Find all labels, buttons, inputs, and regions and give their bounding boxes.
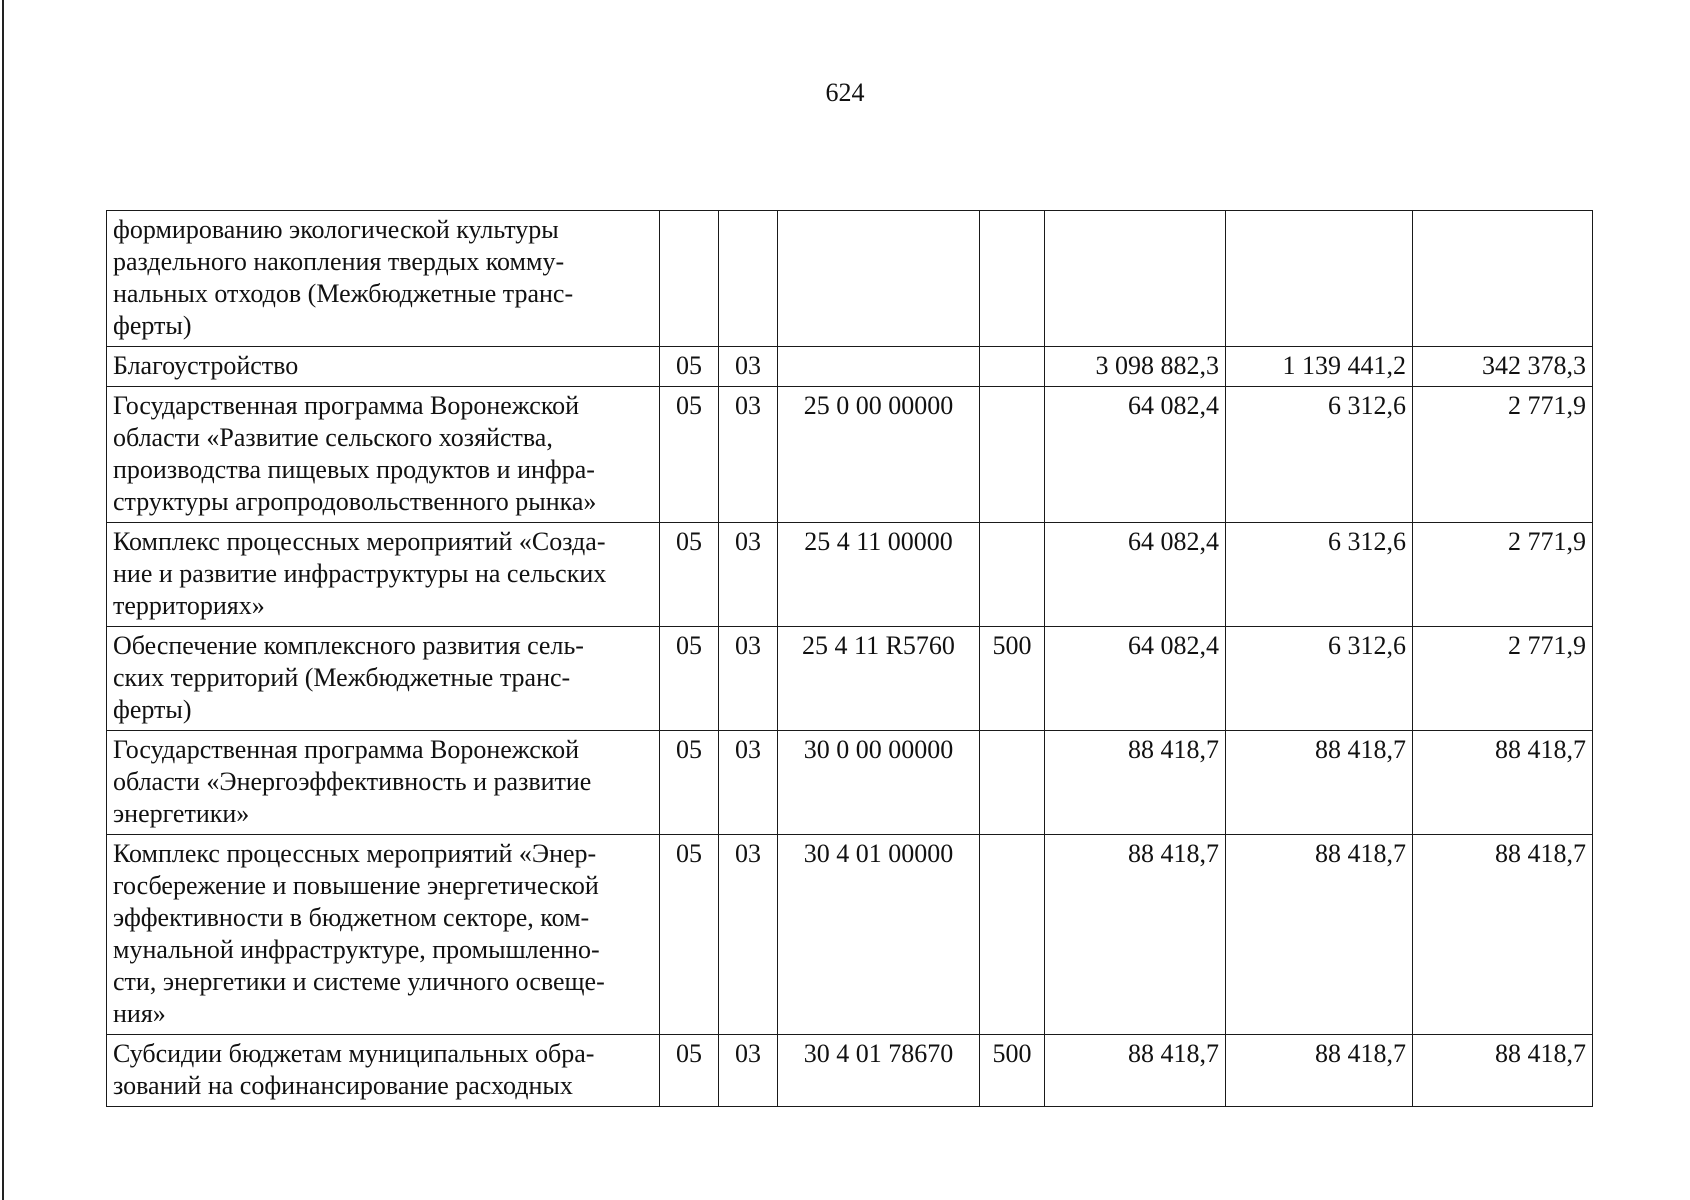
item-name-line: области «Развитие сельского хозяйства, [113, 423, 553, 452]
item-name-cell [107, 387, 660, 523]
item-name-line: ских территорий (Межбюджетные транс- [113, 663, 571, 692]
section-code-cell [660, 211, 719, 347]
target-article-cell [778, 347, 980, 387]
item-name-line: мунальной инфраструктуре, промышленно- [113, 935, 600, 964]
item-name-cell [107, 347, 660, 387]
amount-year-1-cell [1045, 211, 1226, 347]
amount-year-3-cell: 2 771,9 [1413, 523, 1593, 627]
item-name-line: зований на софинансирование расходных [113, 1071, 573, 1100]
table-row [107, 835, 1593, 1035]
item-name-cell [107, 835, 660, 1035]
item-name-line: ние и развитие инфраструктуры на сельских [113, 559, 607, 588]
amount-year-3-cell [1413, 211, 1593, 347]
item-name-cell [107, 627, 660, 731]
section-code-cell: 05 [660, 627, 719, 731]
item-name-cell [107, 731, 660, 835]
target-article-cell: 25 4 11 R5760 [778, 627, 980, 731]
section-code-cell: 05 [660, 835, 719, 1035]
amount-year-3-cell: 2 771,9 [1413, 387, 1593, 523]
subsection-code-cell: 03 [719, 523, 778, 627]
amount-year-2-cell: 6 312,6 [1226, 523, 1413, 627]
table-row [107, 731, 1593, 835]
table-row [107, 387, 1593, 523]
target-article-cell: 30 4 01 78670 [778, 1035, 980, 1107]
amount-year-3-cell: 2 771,9 [1413, 627, 1593, 731]
expense-type-cell: 500 [980, 627, 1045, 731]
subsection-code-cell: 03 [719, 627, 778, 731]
item-name-line: госбережение и повышение энергетической [113, 871, 599, 900]
amount-year-1-cell: 88 418,7 [1045, 1035, 1226, 1107]
amount-year-2-cell: 6 312,6 [1226, 387, 1413, 523]
section-code-cell: 05 [660, 1035, 719, 1107]
table-row [107, 627, 1593, 731]
expense-type-cell [980, 211, 1045, 347]
budget-table-body [107, 211, 1593, 1107]
item-name-line: структуры агропродовольственного рынка» [113, 487, 597, 516]
section-code-cell: 05 [660, 347, 719, 387]
table-row [107, 211, 1593, 347]
amount-year-3-cell: 88 418,7 [1413, 731, 1593, 835]
target-article-cell: 25 0 00 00000 [778, 387, 980, 523]
amount-year-1-cell: 64 082,4 [1045, 523, 1226, 627]
item-name-cell [107, 211, 660, 347]
amount-year-2-cell: 88 418,7 [1226, 1035, 1413, 1107]
subsection-code-cell: 03 [719, 731, 778, 835]
budget-table [106, 210, 1593, 1107]
subsection-code-cell: 03 [719, 347, 778, 387]
target-article-cell [778, 211, 980, 347]
item-name-line: формированию экологической культуры [113, 215, 559, 244]
expense-type-cell: 500 [980, 1035, 1045, 1107]
item-name-line: территориях» [113, 591, 265, 620]
expense-type-cell [980, 523, 1045, 627]
section-code-cell: 05 [660, 387, 719, 523]
section-code-cell: 05 [660, 731, 719, 835]
amount-year-1-cell: 88 418,7 [1045, 835, 1226, 1035]
subsection-code-cell: 03 [719, 387, 778, 523]
item-name-line: Государственная программа Воронежской [113, 735, 580, 764]
subsection-code-cell: 03 [719, 835, 778, 1035]
scan-edge-line [2, 0, 4, 1200]
target-article-cell: 25 4 11 00000 [778, 523, 980, 627]
amount-year-2-cell [1226, 211, 1413, 347]
amount-year-3-cell: 88 418,7 [1413, 835, 1593, 1035]
amount-year-1-cell: 88 418,7 [1045, 731, 1226, 835]
table-row [107, 1035, 1593, 1107]
item-name-line: Благоустройство [113, 351, 299, 380]
amount-year-1-cell: 64 082,4 [1045, 387, 1226, 523]
target-article-cell: 30 4 01 00000 [778, 835, 980, 1035]
item-name-line: ния» [113, 999, 166, 1028]
subsection-code-cell [719, 211, 778, 347]
amount-year-3-cell: 342 378,3 [1413, 347, 1593, 387]
item-name-cell [107, 1035, 660, 1107]
item-name-line: эффективности в бюджетном секторе, ком- [113, 903, 590, 932]
amount-year-1-cell: 64 082,4 [1045, 627, 1226, 731]
amount-year-1-cell: 3 098 882,3 [1045, 347, 1226, 387]
subsection-code-cell: 03 [719, 1035, 778, 1107]
item-name-line: Комплекс процессных мероприятий «Энер- [113, 839, 597, 868]
target-article-cell: 30 0 00 00000 [778, 731, 980, 835]
item-name-cell [107, 523, 660, 627]
expense-type-cell [980, 347, 1045, 387]
amount-year-2-cell: 1 139 441,2 [1226, 347, 1413, 387]
item-name-line: Субсидии бюджетам муниципальных обра- [113, 1039, 595, 1068]
item-name-line: Комплекс процессных мероприятий «Созда- [113, 527, 606, 556]
amount-year-2-cell: 88 418,7 [1226, 731, 1413, 835]
page-number: 624 [825, 78, 865, 107]
item-name-line: Государственная программа Воронежской [113, 391, 580, 420]
amount-year-3-cell: 88 418,7 [1413, 1035, 1593, 1107]
expense-type-cell [980, 835, 1045, 1035]
expense-type-cell [980, 731, 1045, 835]
item-name-line: сти, энергетики и системе уличного освеще- [113, 967, 605, 996]
section-code-cell: 05 [660, 523, 719, 627]
amount-year-2-cell: 6 312,6 [1226, 627, 1413, 731]
table-row [107, 523, 1593, 627]
item-name-line: энергетики» [113, 799, 250, 828]
table-row [107, 347, 1593, 387]
item-name-line: производства пищевых продуктов и инфра- [113, 455, 595, 484]
item-name-line: области «Энергоэффективность и развитие [113, 767, 592, 796]
item-name-line: ферты) [113, 695, 192, 724]
item-name-line: раздельного накопления твердых комму- [113, 247, 565, 276]
amount-year-2-cell: 88 418,7 [1226, 835, 1413, 1035]
expense-type-cell [980, 387, 1045, 523]
item-name-line: Обеспечение комплексного развития сель- [113, 631, 584, 660]
item-name-line: нальных отходов (Межбюджетные транс- [113, 279, 574, 308]
item-name-line: ферты) [113, 311, 192, 340]
